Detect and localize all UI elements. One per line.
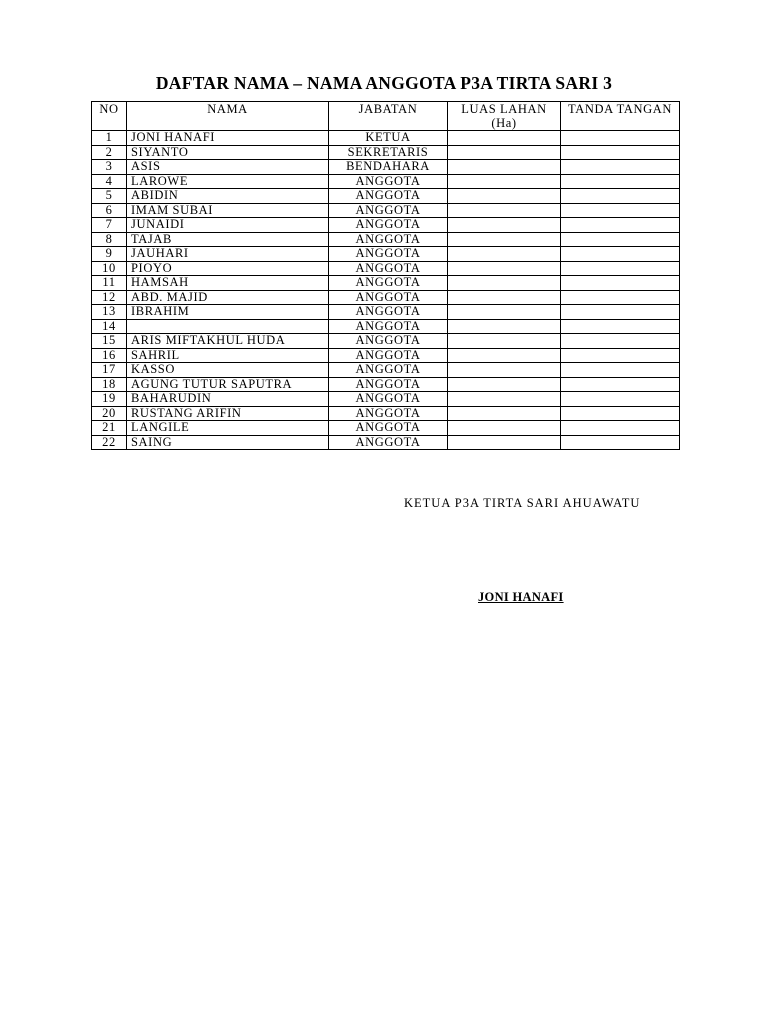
cell-no: 11 — [92, 276, 127, 291]
cell-nama: ABIDIN — [127, 189, 329, 204]
cell-jabatan: ANGGOTA — [329, 334, 448, 349]
cell-no: 15 — [92, 334, 127, 349]
table-row — [92, 131, 680, 146]
cell-jabatan: KETUA — [329, 131, 448, 146]
cell-tanda-tangan — [561, 348, 680, 363]
cell-luas-lahan — [448, 276, 561, 291]
cell-no: 4 — [92, 174, 127, 189]
cell-nama: JAUHARI — [127, 247, 329, 262]
header-no: NO — [92, 102, 127, 131]
cell-nama — [127, 319, 329, 334]
table-row — [92, 348, 680, 363]
cell-jabatan: ANGGOTA — [329, 305, 448, 320]
cell-luas-lahan — [448, 160, 561, 175]
cell-tanda-tangan — [561, 218, 680, 233]
cell-tanda-tangan — [561, 131, 680, 146]
table-row — [92, 218, 680, 233]
member-rows — [92, 131, 680, 450]
cell-tanda-tangan — [561, 319, 680, 334]
cell-no: 6 — [92, 203, 127, 218]
table-row — [92, 203, 680, 218]
cell-luas-lahan — [448, 348, 561, 363]
cell-jabatan: ANGGOTA — [329, 218, 448, 233]
cell-no: 9 — [92, 247, 127, 262]
cell-nama: BAHARUDIN — [127, 392, 329, 407]
cell-tanda-tangan — [561, 276, 680, 291]
cell-nama: AGUNG TUTUR SAPUTRA — [127, 377, 329, 392]
cell-luas-lahan — [448, 247, 561, 262]
cell-luas-lahan — [448, 232, 561, 247]
cell-tanda-tangan — [561, 406, 680, 421]
table-row — [92, 247, 680, 262]
cell-tanda-tangan — [561, 392, 680, 407]
cell-jabatan: ANGGOTA — [329, 377, 448, 392]
cell-no: 8 — [92, 232, 127, 247]
member-table — [91, 101, 680, 450]
cell-tanda-tangan — [561, 247, 680, 262]
cell-luas-lahan — [448, 319, 561, 334]
cell-tanda-tangan — [561, 290, 680, 305]
cell-tanda-tangan — [561, 305, 680, 320]
table-row — [92, 276, 680, 291]
cell-nama: JUNAIDI — [127, 218, 329, 233]
cell-nama: ARIS MIFTAKHUL HUDA — [127, 334, 329, 349]
cell-jabatan: ANGGOTA — [329, 276, 448, 291]
cell-luas-lahan — [448, 290, 561, 305]
table-row — [92, 189, 680, 204]
cell-luas-lahan — [448, 261, 561, 276]
cell-jabatan: ANGGOTA — [329, 421, 448, 436]
table-row — [92, 160, 680, 175]
cell-nama: SAING — [127, 435, 329, 450]
cell-jabatan: ANGGOTA — [329, 290, 448, 305]
signature-role: KETUA P3A TIRTA SARI AHUAWATU — [404, 496, 641, 510]
cell-jabatan: ANGGOTA — [329, 261, 448, 276]
header-jabatan: JABATAN — [329, 102, 448, 131]
cell-nama: ASIS — [127, 160, 329, 175]
cell-luas-lahan — [448, 363, 561, 378]
cell-luas-lahan — [448, 334, 561, 349]
cell-luas-lahan — [448, 392, 561, 407]
cell-luas-lahan — [448, 203, 561, 218]
cell-no: 19 — [92, 392, 127, 407]
cell-luas-lahan — [448, 145, 561, 160]
cell-nama: KASSO — [127, 363, 329, 378]
cell-tanda-tangan — [561, 334, 680, 349]
header-tanda-tangan: TANDA TANGAN — [561, 102, 680, 131]
cell-no: 3 — [92, 160, 127, 175]
cell-nama: ABD. MAJID — [127, 290, 329, 305]
cell-luas-lahan — [448, 218, 561, 233]
table-row — [92, 392, 680, 407]
table-row — [92, 421, 680, 436]
cell-nama: SAHRIL — [127, 348, 329, 363]
cell-nama: IBRAHIM — [127, 305, 329, 320]
cell-tanda-tangan — [561, 145, 680, 160]
cell-jabatan: ANGGOTA — [329, 392, 448, 407]
cell-luas-lahan — [448, 174, 561, 189]
cell-no: 22 — [92, 435, 127, 450]
table-row — [92, 261, 680, 276]
cell-jabatan: ANGGOTA — [329, 348, 448, 363]
cell-nama: LANGILE — [127, 421, 329, 436]
table-row — [92, 435, 680, 450]
cell-tanda-tangan — [561, 435, 680, 450]
cell-nama: RUSTANG ARIFIN — [127, 406, 329, 421]
table-row — [92, 319, 680, 334]
header-nama: NAMA — [127, 102, 329, 131]
table-row — [92, 290, 680, 305]
cell-nama: SIYANTO — [127, 145, 329, 160]
cell-jabatan: ANGGOTA — [329, 189, 448, 204]
cell-tanda-tangan — [561, 377, 680, 392]
cell-luas-lahan — [448, 421, 561, 436]
cell-no: 10 — [92, 261, 127, 276]
signature-name: JONI HANAFI — [478, 590, 564, 604]
cell-no: 2 — [92, 145, 127, 160]
cell-luas-lahan — [448, 305, 561, 320]
cell-nama: LAROWE — [127, 174, 329, 189]
table-row — [92, 305, 680, 320]
header-luas-lahan: LUAS LAHAN (Ha) — [448, 102, 561, 131]
cell-no: 20 — [92, 406, 127, 421]
cell-no: 12 — [92, 290, 127, 305]
table-row — [92, 334, 680, 349]
cell-no: 1 — [92, 131, 127, 146]
cell-luas-lahan — [448, 189, 561, 204]
cell-nama: IMAM SUBAI — [127, 203, 329, 218]
cell-no: 21 — [92, 421, 127, 436]
cell-jabatan: ANGGOTA — [329, 363, 448, 378]
table-header-row — [92, 102, 680, 131]
cell-tanda-tangan — [561, 160, 680, 175]
document-title: DAFTAR NAMA – NAMA ANGGOTA P3A TIRTA SARI 3 — [155, 73, 613, 93]
cell-jabatan: ANGGOTA — [329, 203, 448, 218]
cell-tanda-tangan — [561, 189, 680, 204]
cell-nama: JONI HANAFI — [127, 131, 329, 146]
cell-no: 14 — [92, 319, 127, 334]
cell-jabatan: ANGGOTA — [329, 174, 448, 189]
cell-luas-lahan — [448, 406, 561, 421]
cell-nama: HAMSAH — [127, 276, 329, 291]
cell-nama: PIOYO — [127, 261, 329, 276]
cell-no: 5 — [92, 189, 127, 204]
cell-tanda-tangan — [561, 261, 680, 276]
table-row — [92, 406, 680, 421]
table-row — [92, 145, 680, 160]
cell-jabatan: ANGGOTA — [329, 435, 448, 450]
cell-jabatan: ANGGOTA — [329, 232, 448, 247]
cell-tanda-tangan — [561, 421, 680, 436]
cell-jabatan: ANGGOTA — [329, 319, 448, 334]
cell-no: 7 — [92, 218, 127, 233]
cell-tanda-tangan — [561, 363, 680, 378]
table-row — [92, 174, 680, 189]
cell-luas-lahan — [448, 435, 561, 450]
table-row — [92, 232, 680, 247]
cell-jabatan: ANGGOTA — [329, 406, 448, 421]
cell-jabatan: BENDAHARA — [329, 160, 448, 175]
cell-jabatan: SEKRETARIS — [329, 145, 448, 160]
cell-tanda-tangan — [561, 174, 680, 189]
cell-no: 13 — [92, 305, 127, 320]
cell-jabatan: ANGGOTA — [329, 247, 448, 262]
cell-nama: TAJAB — [127, 232, 329, 247]
cell-tanda-tangan — [561, 232, 680, 247]
cell-no: 18 — [92, 377, 127, 392]
table-row — [92, 377, 680, 392]
cell-no: 16 — [92, 348, 127, 363]
cell-tanda-tangan — [561, 203, 680, 218]
cell-no: 17 — [92, 363, 127, 378]
cell-luas-lahan — [448, 377, 561, 392]
table-row — [92, 363, 680, 378]
cell-luas-lahan — [448, 131, 561, 146]
